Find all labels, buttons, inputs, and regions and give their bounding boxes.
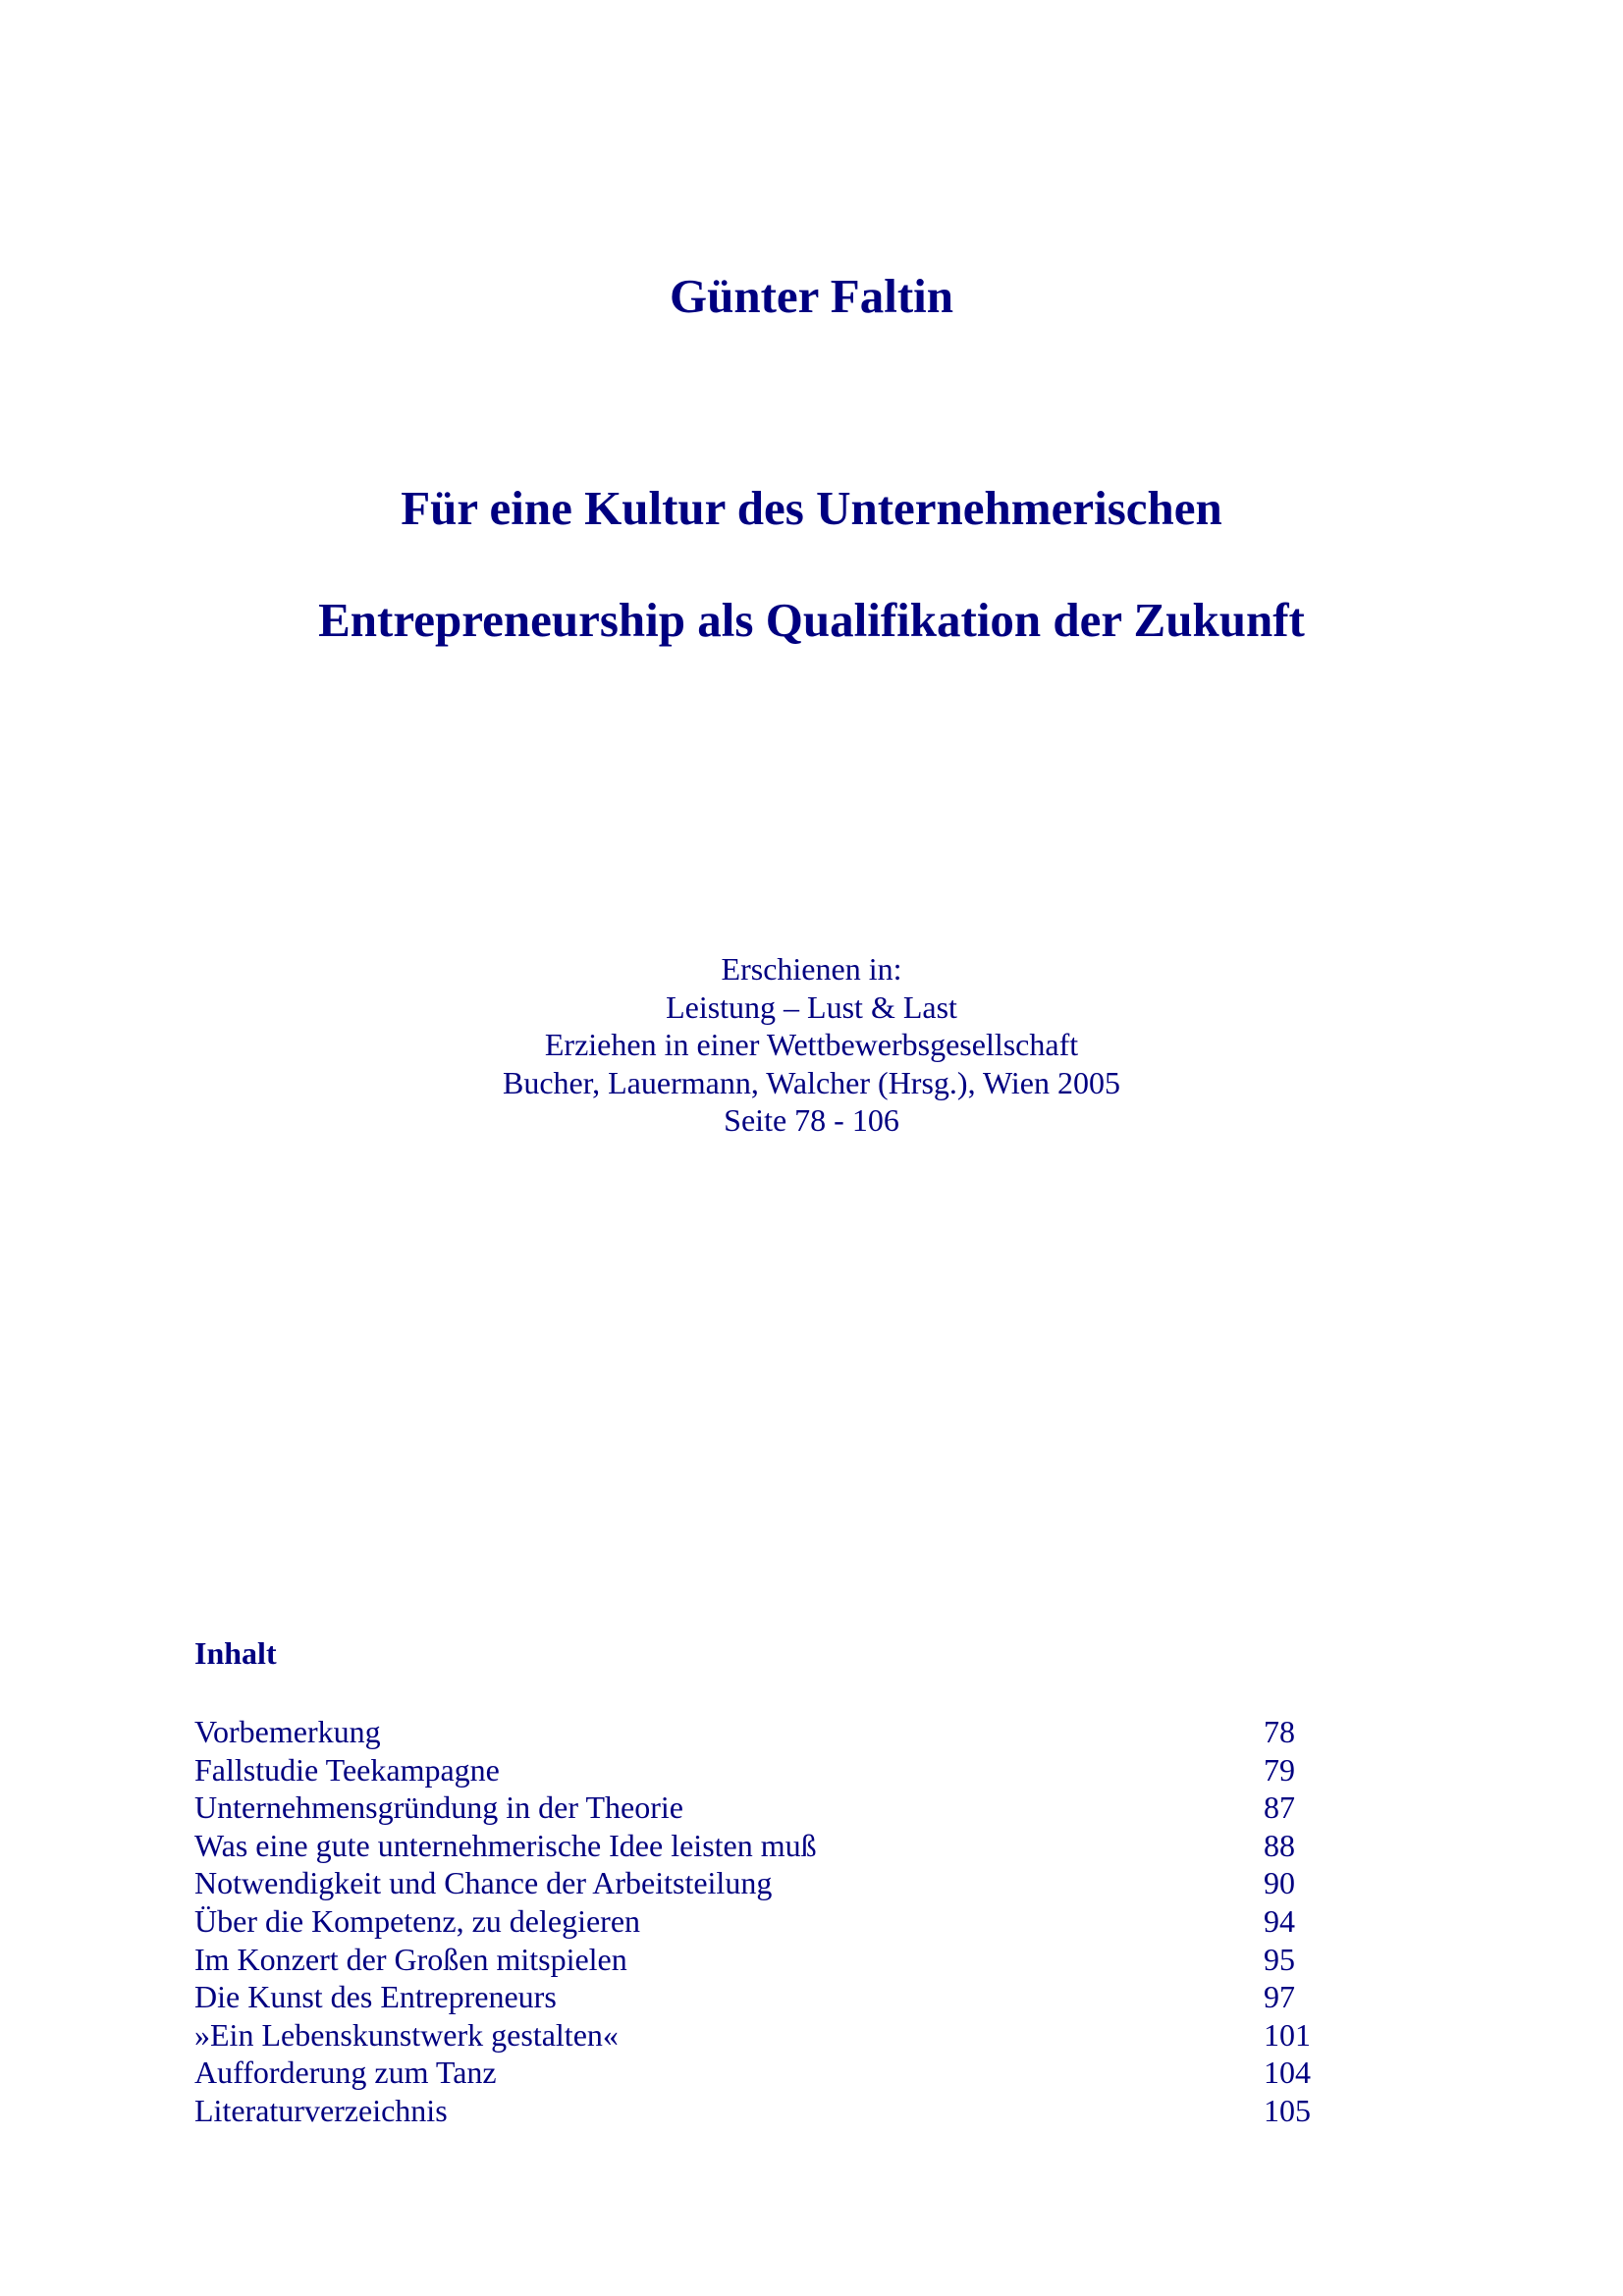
toc-entry-page: 87 xyxy=(1264,1789,1295,1826)
toc-entry-page: 88 xyxy=(1264,1827,1295,1863)
publication-line-editors: Bucher, Lauermann, Walcher (Hrsg.), Wien 2005 xyxy=(502,1064,1120,1100)
toc-entry xyxy=(194,1827,1314,1865)
toc-entry-title: Fallstudie Teekampagne xyxy=(194,1751,500,1788)
toc-entry-title: »Ein Lebenskunstwerk gestalten« xyxy=(194,2016,619,2053)
toc-entry-page: 79 xyxy=(1264,1751,1295,1788)
author-name: Günter Faltin xyxy=(669,269,954,323)
toc-entry xyxy=(194,1713,1314,1751)
toc-entry xyxy=(194,1864,1314,1902)
toc-entry-title: Aufforderung zum Tanz xyxy=(194,2055,497,2091)
toc-entry-page: 78 xyxy=(1264,1714,1295,1749)
toc-entry-title: Die Kunst des Entrepreneurs xyxy=(194,1979,557,2015)
toc-entry xyxy=(194,1789,1314,1827)
toc-entry xyxy=(194,2092,1314,2130)
toc-entry-page: 95 xyxy=(1264,1941,1295,1977)
table-of-contents xyxy=(194,1713,1314,2130)
toc-entry-page: 101 xyxy=(1264,2016,1311,2053)
toc-entry xyxy=(194,1978,1314,2016)
publication-line-book-title: Leistung – Lust & Last xyxy=(666,988,957,1025)
toc-entry xyxy=(194,1941,1314,1979)
toc-entry xyxy=(194,2054,1314,2092)
toc-entry-page: 97 xyxy=(1264,1979,1295,2015)
toc-entry-title: Vorbemerkung xyxy=(194,1714,381,1749)
toc-entry-title: Unternehmensgründung in der Theorie xyxy=(194,1789,683,1826)
publication-line-published-in: Erschienen in: xyxy=(721,951,902,987)
toc-entry-page: 104 xyxy=(1264,2055,1311,2091)
toc-entry xyxy=(194,2016,1314,2055)
toc-entry-title: Was eine gute unternehmerische Idee leisten muß xyxy=(194,1827,817,1863)
document-subtitle: Entrepreneurship als Qualifikation der Zukunft xyxy=(318,593,1305,647)
toc-entry-page: 90 xyxy=(1264,1865,1295,1901)
contents-heading: Inhalt xyxy=(194,1635,277,1671)
publication-info xyxy=(0,950,1623,1140)
toc-entry xyxy=(194,1751,1314,1789)
toc-entry xyxy=(194,1902,1314,1941)
publication-line-book-subtitle: Erziehen in einer Wettbewerbsgesellschaft xyxy=(544,1027,1079,1062)
publication-line-pages: Seite 78 - 106 xyxy=(724,1102,899,1138)
toc-entry-title: Über die Kompetenz, zu delegieren xyxy=(194,1902,641,1939)
toc-entry-title: Im Konzert der Großen mitspielen xyxy=(194,1941,627,1977)
document-title: Für eine Kultur des Unternehmerischen xyxy=(401,481,1222,535)
toc-entry-page: 105 xyxy=(1264,2092,1311,2128)
toc-entry-title: Literaturverzeichnis xyxy=(194,2092,448,2128)
toc-entry-title: Notwendigkeit und Chance der Arbeitsteilung xyxy=(194,1865,773,1901)
toc-entry-page: 94 xyxy=(1264,1902,1295,1939)
